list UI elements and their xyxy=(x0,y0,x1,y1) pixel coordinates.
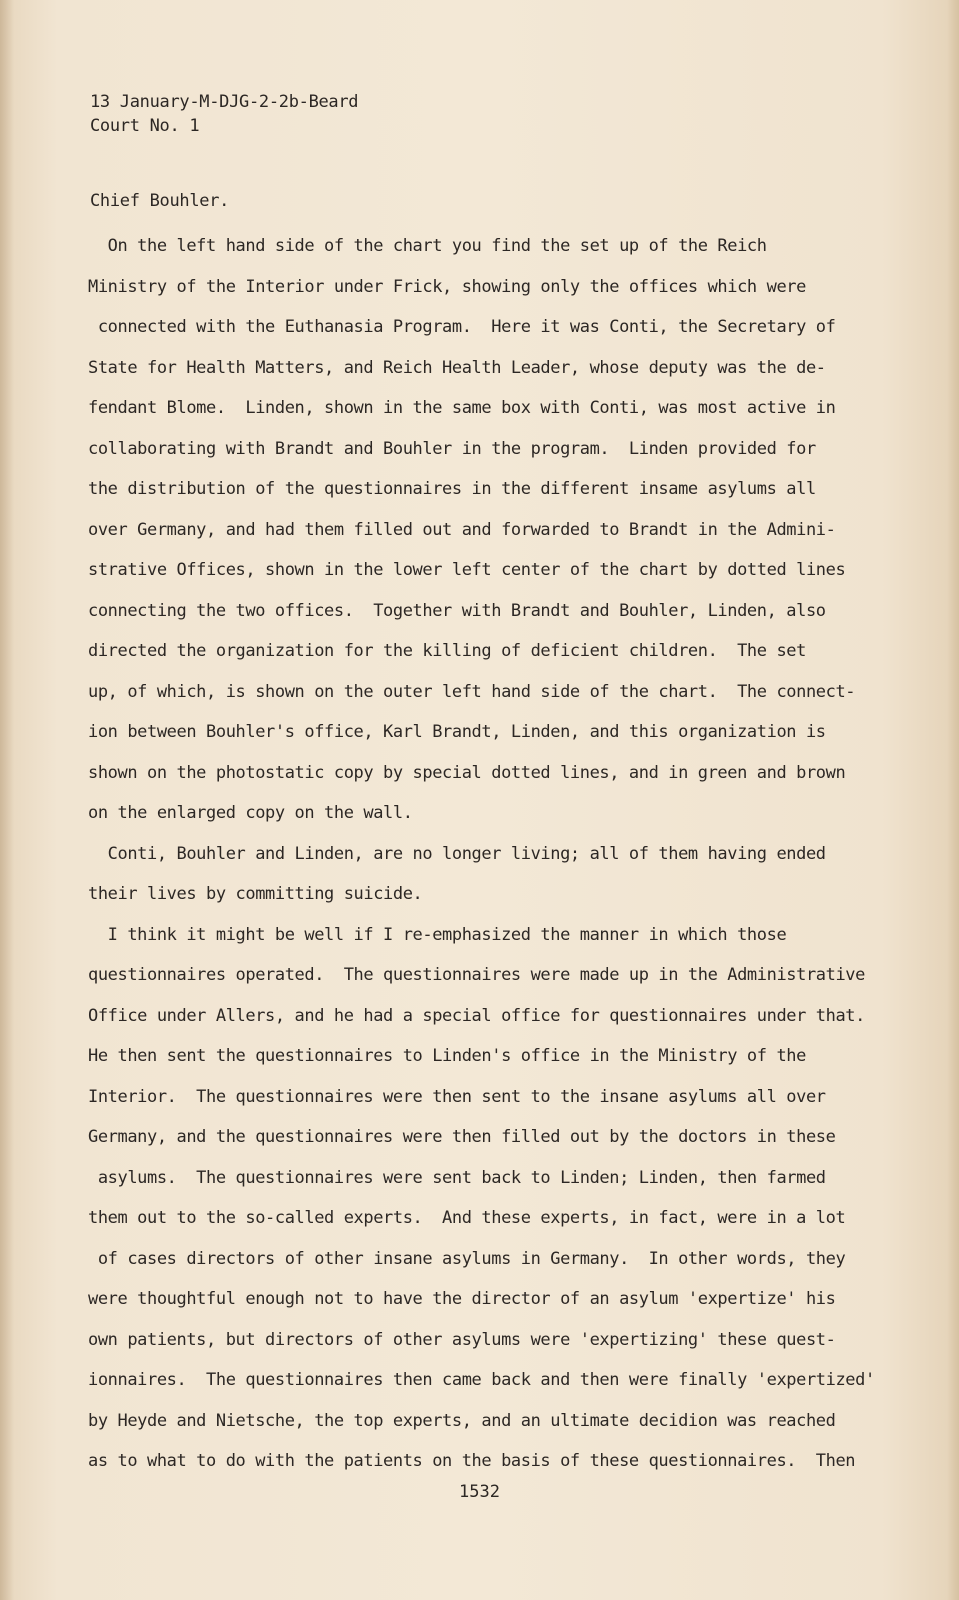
text-line: He then sent the questionnaires to Linden's office in the Ministry of the xyxy=(88,1046,806,1066)
salutation: Chief Bouhler. xyxy=(90,191,230,211)
page-number: 1532 xyxy=(459,1482,500,1502)
text-line: the distribution of the questionnaires in the different insame asylums all xyxy=(88,479,816,499)
text-line: Germany, and the questionnaires were then filled out by the doctors in these xyxy=(88,1127,836,1147)
header-court: Court No. 1 xyxy=(90,116,200,136)
text-line: on the enlarged copy on the wall. xyxy=(88,803,413,823)
text-line: up, of which, is shown on the outer left hand side of the chart. The connect- xyxy=(88,681,856,702)
text-line: ionnaires. The questionnaires then came back and then were finally 'expertized' xyxy=(88,1370,875,1390)
text-line: connecting the two offices. Together with Brandt and Bouhler, Linden, also xyxy=(88,600,826,621)
page-edge-left xyxy=(0,0,14,1600)
page-edge-right xyxy=(947,0,959,1600)
text-line: I think it might be well if I re-emphasized the manner in which those xyxy=(88,924,787,945)
text-line: connected with the Euthanasia Program. Here it was Conti, the Secretary of xyxy=(88,317,836,337)
text-line: their lives by committing suicide. xyxy=(88,884,423,904)
text-line: ion between Bouhler's office, Karl Brandt, Linden, and this organization is xyxy=(88,722,826,742)
header-reference: 13 January-M-DJG-2-2b-Beard xyxy=(90,92,359,112)
text-line: own patients, but directors of other asylums were 'expertizing' these quest- xyxy=(88,1329,836,1350)
text-line: On the left hand side of the chart you find the set up of the Reich xyxy=(88,236,767,256)
text-line: questionnaires operated. The questionnaires were made up in the Administrative xyxy=(88,965,865,985)
text-line: strative Offices, shown in the lower left center of the chart by dotted lines xyxy=(88,560,846,580)
transcript-body xyxy=(88,234,878,1490)
text-line: were thoughtful enough not to have the director of an asylum 'expertize' his xyxy=(88,1289,836,1309)
text-line: collaborating with Brandt and Bouhler in the program. Linden provided for xyxy=(88,438,816,459)
text-line: by Heyde and Nietsche, the top experts, and an ultimate decidion was reached xyxy=(88,1410,836,1431)
text-line: Office under Allers, and he had a special office for questionnaires under that. xyxy=(88,1005,865,1026)
text-line: fendant Blome. Linden, shown in the same box with Conti, was most active in xyxy=(88,398,836,418)
text-line: Conti, Bouhler and Linden, are no longer living; all of them having ended xyxy=(88,843,826,864)
text-line: Ministry of the Interior under Frick, showing only the offices which were xyxy=(88,276,806,297)
text-line: them out to the so-called experts. And these experts, in fact, were in a lot xyxy=(88,1208,846,1228)
text-line: asylums. The questionnaires were sent back to Linden; Linden, then farmed xyxy=(88,1167,826,1188)
document-header xyxy=(90,90,358,138)
text-line: as to what to do with the patients on the basis of these questionnaires. Then xyxy=(88,1451,856,1471)
text-line: directed the organization for the killing of deficient children. The set xyxy=(88,641,806,661)
text-line: Interior. The questionnaires were then sent to the insane asylums all over xyxy=(88,1086,826,1107)
text-line: State for Health Matters, and Reich Health Leader, whose deputy was the de- xyxy=(88,357,826,378)
text-line: shown on the photostatic copy by special dotted lines, and in green and brown xyxy=(88,762,846,783)
text-line: over Germany, and had them filled out and forwarded to Brandt in the Admini- xyxy=(88,519,836,540)
text-line: of cases directors of other insane asylums in Germany. In other words, they xyxy=(88,1248,846,1269)
